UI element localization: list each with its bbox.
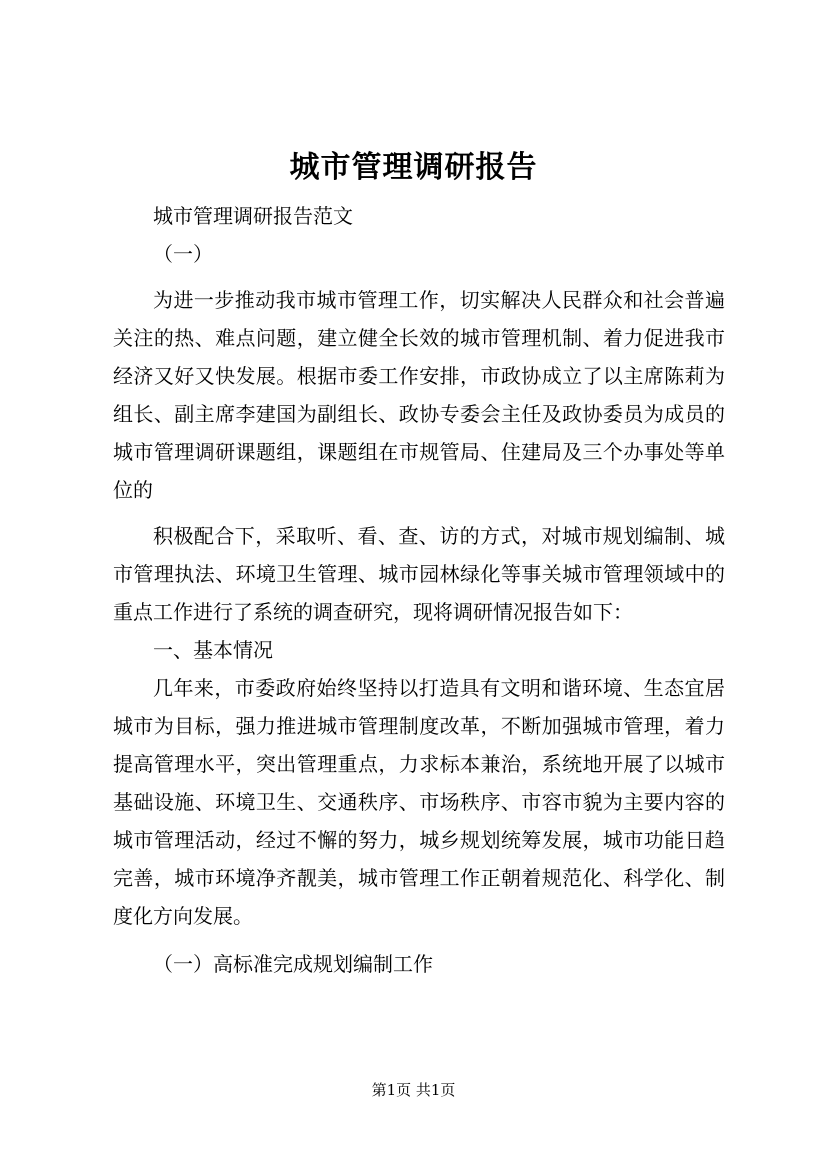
document-body: [113, 197, 725, 983]
subtitle-paragraph: 城市管理调研报告范文: [153, 204, 353, 228]
body-paragraph: 为进一步推动我市城市管理工作，切实解决人民群众和社会普遍关注的热、难点问题，建立健全长效的城市管理机制、着力促进我市经济又好又快发展。根据市委工作安排，市政协成立了以主席陈莉为组长、副主席李建国为副组长、政协专委会主任及政协委员为成员的城市管理调研课题组，课题组在市规管局、住建局及三个办事处等单位的: [113, 288, 725, 502]
document-title: 城市管理调研报告: [289, 150, 538, 185]
body-paragraph: 几年来，市委政府始终坚持以打造具有文明和谐环境、生态宜居城市为目标，强力推进城市管理制度改革，不断加强城市管理，着力提高管理水平，突出管理重点，力求标本兼治，系统地开展了以城市基础设施、环境卫生、交通秩序、市场秩序、市容市貌为主要内容的城市管理活动，经过不懈的努力，城乡规划统筹发展，城市功能日趋完善，城市环境净齐靓美，城市管理工作正朝着规范化、科学化、制度化方向发展。: [113, 676, 725, 928]
subsection-heading: （一）高标准完成规划编制工作: [153, 952, 433, 976]
section-heading: 一、基本情况: [153, 638, 273, 662]
body-paragraph: 积极配合下，采取听、看、查、访的方式，对城市规划编制、城市管理执法、环境卫生管理、城市园林绿化等事关城市管理领域中的重点工作进行了系统的调查研究，现将调研情况报告如下：: [113, 524, 725, 624]
section-marker-paragraph: （一）: [153, 242, 213, 266]
page-number-footer: 第1页 共1页: [371, 1081, 456, 1099]
